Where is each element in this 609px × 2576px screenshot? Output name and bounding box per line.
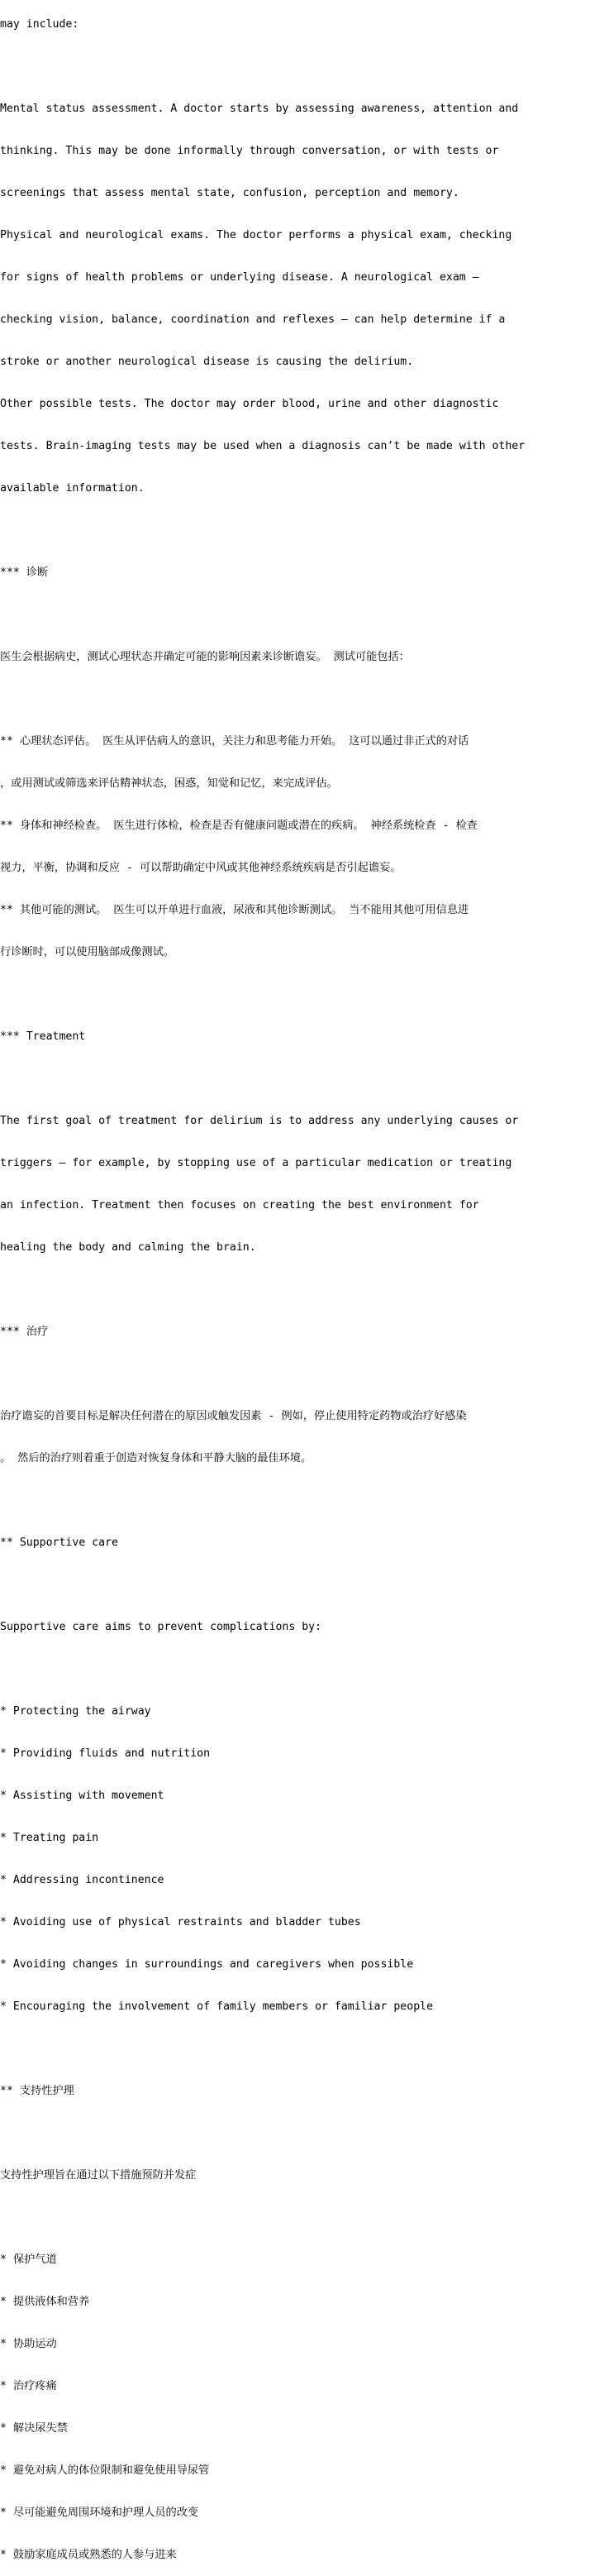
text-line: 医生会根据病史，测试心理状态并确定可能的影响因素来诊断谵妄。 测试可能包括：	[0, 651, 410, 663]
text-line: an infection. Treatment then focuses on creating the best environment for	[0, 1199, 479, 1212]
text-line: ** 心理状态评估。 医生从评估病人的意识，关注力和思考能力开始。 这可以通过非正式的对话	[0, 735, 469, 748]
blank-line	[0, 2210, 609, 2225]
list-item: * 鼓励家庭成员或熟悉的人参与进来	[0, 2549, 177, 2561]
subsection-heading-supportive-care: ** Supportive care	[0, 1537, 118, 1549]
list-item: * 提供液体和营养	[0, 2296, 90, 2308]
blank-line	[0, 523, 609, 538]
list-item: * Avoiding changes in surroundings and caregivers when possible	[0, 1958, 414, 1971]
list-item: * 保护气道	[0, 2253, 57, 2266]
text-line: for signs of health problems or underlying disease. A neurological exam —	[0, 271, 479, 284]
list-item: * 避免对病人的体位限制和避免使用导尿管	[0, 2464, 210, 2477]
text-line: 行诊断时，可以使用脑部成像测试。	[0, 946, 174, 958]
list-item: * Assisting with movement	[0, 1790, 164, 1802]
text-line: thinking. This may be done informally through conversation, or with tests or	[0, 145, 499, 157]
text-line: healing the body and calming the brain.	[0, 1241, 256, 1254]
text-line: ** 身体和神经检查。 医生进行体检，检查是否有健康问题或潜在的疾病。 神经系统检查 - 检查	[0, 820, 478, 832]
list-item: * 治疗疼痛	[0, 2380, 57, 2392]
blank-line	[0, 987, 609, 1001]
blank-line	[0, 1283, 609, 1297]
text-line: 视力，平衡，协调和反应 - 可以帮助确定中风或其他神经系统疾病是否引起谵妄。	[0, 862, 402, 874]
list-item: * Providing fluids and nutrition	[0, 1747, 211, 1760]
text-line: Physical and neurological exams. The doctor performs a physical exam, checking	[0, 229, 512, 241]
list-item: * Protecting the airway	[0, 1705, 151, 1718]
text-line: Mental status assessment. A doctor starts by assessing awareness, attention and	[0, 103, 519, 115]
blank-line	[0, 60, 609, 74]
text-line: checking vision, balance, coordination and reflexes — can help determine if a	[0, 313, 506, 326]
blank-line	[0, 608, 609, 622]
text-line: Other possible tests. The doctor may order blood, urine and other diagnostic	[0, 398, 499, 410]
text-line: stroke or another neurological disease is causing the delirium.	[0, 356, 414, 368]
text-line: Supportive care aims to prevent complications by:	[0, 1621, 322, 1633]
text-line: ** 其他可能的测试。 医生可以开单进行血液，尿液和其他诊断测试。 当不能用其他可用信息进	[0, 904, 469, 916]
list-item: * 尽可能避免周围环境和护理人员的改变	[0, 2507, 199, 2519]
blank-line	[0, 1072, 609, 1086]
blank-line	[0, 692, 609, 706]
blank-line	[0, 1367, 609, 1381]
text-line: screenings that assess mental state, confusion, perception and memory.	[0, 187, 459, 199]
list-item: * 解决尿失禁	[0, 2422, 68, 2435]
subsection-heading-supportive-care-zh: ** 支持性护理	[0, 2085, 74, 2097]
text-line: may include:	[0, 18, 79, 31]
section-heading-treatment-zh: *** 治疗	[0, 1326, 49, 1338]
blank-line	[0, 2126, 609, 2140]
text-line: triggers — for example, by stopping use of a particular medication or treating	[0, 1157, 512, 1169]
list-item: * Treating pain	[0, 1832, 99, 1844]
list-item: * Addressing incontinence	[0, 1874, 164, 1886]
blank-line	[0, 2042, 609, 2056]
list-item: * Avoiding use of physical restraints and bladder tubes	[0, 1916, 361, 1928]
section-heading-treatment: *** Treatment	[0, 1030, 86, 1043]
text-line: available information.	[0, 482, 145, 495]
text-line: 。 然后的治疗则着重于创造对恢复身体和平静大脑的最佳环境。	[0, 1452, 312, 1465]
text-line: 支持性护理旨在通过以下措施预防并发症	[0, 2169, 197, 2182]
section-heading-diagnosis-zh: *** 诊断	[0, 566, 49, 579]
list-item: * 协助运动	[0, 2338, 57, 2350]
text-line: The first goal of treatment for delirium is to address any underlying causes or	[0, 1115, 519, 1127]
text-line: 治疗谵妄的首要目标是解决任何潜在的原因或触发因素 - 例如，停止使用特定药物或治疗好感染	[0, 1410, 467, 1422]
text-line: ，或用测试或筛选来评估精神状态，困惑，知觉和记忆，来完成评估。	[0, 777, 338, 790]
blank-line	[0, 1662, 609, 1676]
list-item: * Encouraging the involvement of family members or familiar people	[0, 2000, 434, 2013]
text-line: tests. Brain-imaging tests may be used when a diagnosis can’t be made with other	[0, 440, 526, 452]
blank-line	[0, 1578, 609, 1592]
blank-line	[0, 1494, 609, 1508]
